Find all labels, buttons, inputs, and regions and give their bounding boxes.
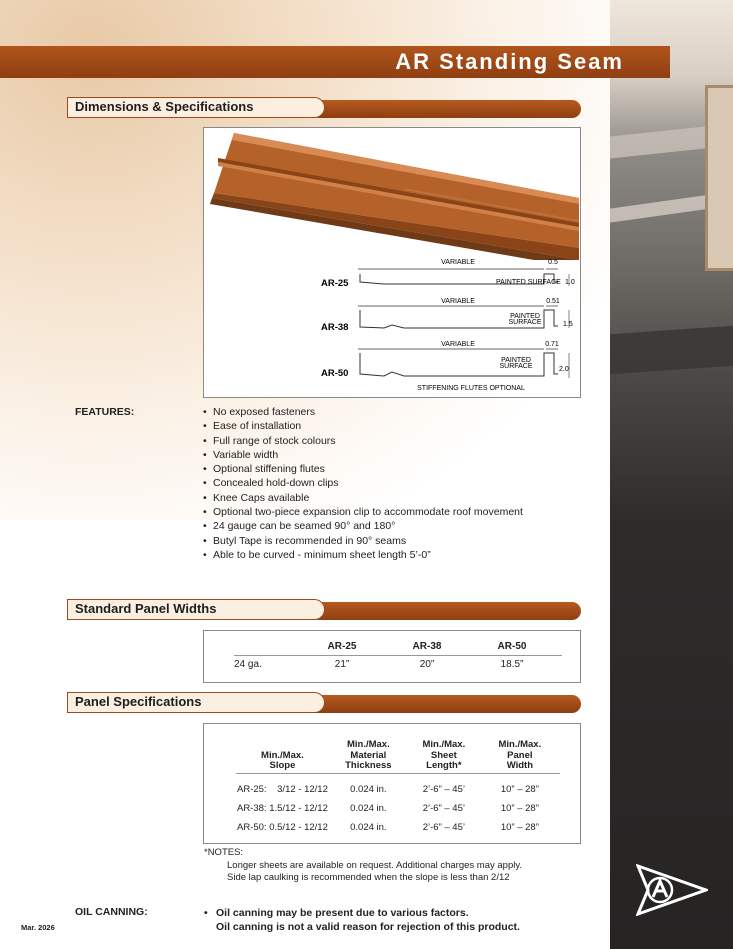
notes xyxy=(204,847,522,885)
section-header-specs xyxy=(67,692,581,715)
list-item: • Full range of stock colours xyxy=(203,434,523,448)
surface-label-2: SURFACE xyxy=(508,319,542,326)
spec-table xyxy=(236,737,560,837)
row-label: 24 ga. xyxy=(234,659,262,670)
seam-dim: 0.51 xyxy=(546,298,560,305)
section-title: Standard Panel Widths xyxy=(75,601,217,616)
column-header: AR-38 xyxy=(412,641,442,653)
table-cell: 20” xyxy=(419,659,435,670)
table-row: AR-50: 0.5/12 - 12/12 0.024 in. 2’-6” – 45’ 10” – 28” xyxy=(237,821,539,833)
column-header: Min./Max. Material Thickness xyxy=(345,739,392,771)
widths-table-box xyxy=(203,630,581,683)
profile-name: AR-25 xyxy=(321,278,349,289)
height-dim: 1.0 xyxy=(565,279,575,286)
list-item: • Variable width xyxy=(203,448,523,462)
features-list xyxy=(203,405,523,562)
oil-canning-text: • Oil canning may be present due to various factors. Oil canning is not a valid reason for rejection of this product. xyxy=(204,907,520,933)
surface-label-1: PAINTED xyxy=(501,357,531,364)
list-item: • 24 gauge can be seamed 90° and 180° xyxy=(203,519,523,533)
variable-label: VARIABLE xyxy=(441,298,475,305)
profile-name: AR-38 xyxy=(321,322,349,333)
profile-ar-50 xyxy=(358,349,569,378)
widths-table xyxy=(234,639,562,673)
list-item: • Butyl Tape is recommended in 90° seams xyxy=(203,534,523,548)
height-dim: 2.0 xyxy=(559,366,569,373)
seam-dim: 0.71 xyxy=(545,341,559,348)
table-row: AR-38: 1.5/12 - 12/12 0.024 in. 2’-6” – 45’ 10” – 28” xyxy=(237,802,539,814)
oil-canning-label: OIL CANNING: xyxy=(75,906,148,918)
surface-label-1: PAINTED xyxy=(510,313,540,320)
title-bar xyxy=(0,46,670,78)
variable-label: VARIABLE xyxy=(441,341,475,348)
section-header-widths xyxy=(67,599,581,622)
list-item: • Able to be curved - minimum sheet length 5’-0” xyxy=(203,548,523,562)
height-dim: 1.5 xyxy=(563,321,573,328)
column-header: Min./Max. Panel Width xyxy=(498,739,542,771)
column-header: Min./Max. Slope xyxy=(261,749,304,771)
section-title: Dimensions & Specifications xyxy=(75,99,254,114)
panel-image xyxy=(210,133,579,260)
notes-title: *NOTES: xyxy=(204,847,244,858)
variable-label: VARIABLE xyxy=(441,259,475,266)
surface-label-2: SURFACE xyxy=(499,363,533,370)
flutes-note: STIFFENING FLUTES OPTIONAL xyxy=(417,385,525,392)
footer-date: Mar. 2026 xyxy=(21,923,55,932)
background-photo xyxy=(610,0,733,949)
list-item: • Knee Caps available xyxy=(203,491,523,505)
profile-name: AR-50 xyxy=(321,368,349,379)
dimensions-figure xyxy=(203,127,581,398)
section-title: Panel Specifications xyxy=(75,694,202,709)
table-cell: 18.5” xyxy=(500,659,524,670)
page-title: AR Standing Seam xyxy=(395,49,624,74)
table-row: AR-25: 3/12 - 12/12 0.024 in. 2’-6” – 45’ 10” – 28” xyxy=(237,783,539,795)
list-item: • No exposed fasteners xyxy=(203,405,523,419)
column-header: AR-50 xyxy=(497,641,527,653)
column-header: AR-25 xyxy=(327,641,357,653)
note-line: Longer sheets are available on request. Additional charges may apply. xyxy=(227,859,523,871)
column-header: Min./Max. Sheet Length* xyxy=(422,739,466,771)
features-label: FEATURES: xyxy=(75,406,135,418)
note-line: Side lap caulking is recommended when the slope is less than 2/12 xyxy=(227,872,510,883)
panel-drawing xyxy=(204,128,580,397)
list-item: • Optional two-piece expansion clip to accommodate roof movement xyxy=(203,505,523,519)
seam-dim: 0.5 xyxy=(548,259,558,266)
table-cell: 21” xyxy=(334,659,350,670)
surface-label: PAINTED SURFACE xyxy=(496,279,561,286)
list-item: • Optional stiffening flutes xyxy=(203,462,523,476)
section-header-dimensions xyxy=(67,97,581,120)
list-item: • Ease of installation xyxy=(203,419,523,433)
company-logo-icon xyxy=(636,864,708,916)
list-item: • Concealed hold-down clips xyxy=(203,476,523,490)
spec-table-box xyxy=(203,723,581,844)
